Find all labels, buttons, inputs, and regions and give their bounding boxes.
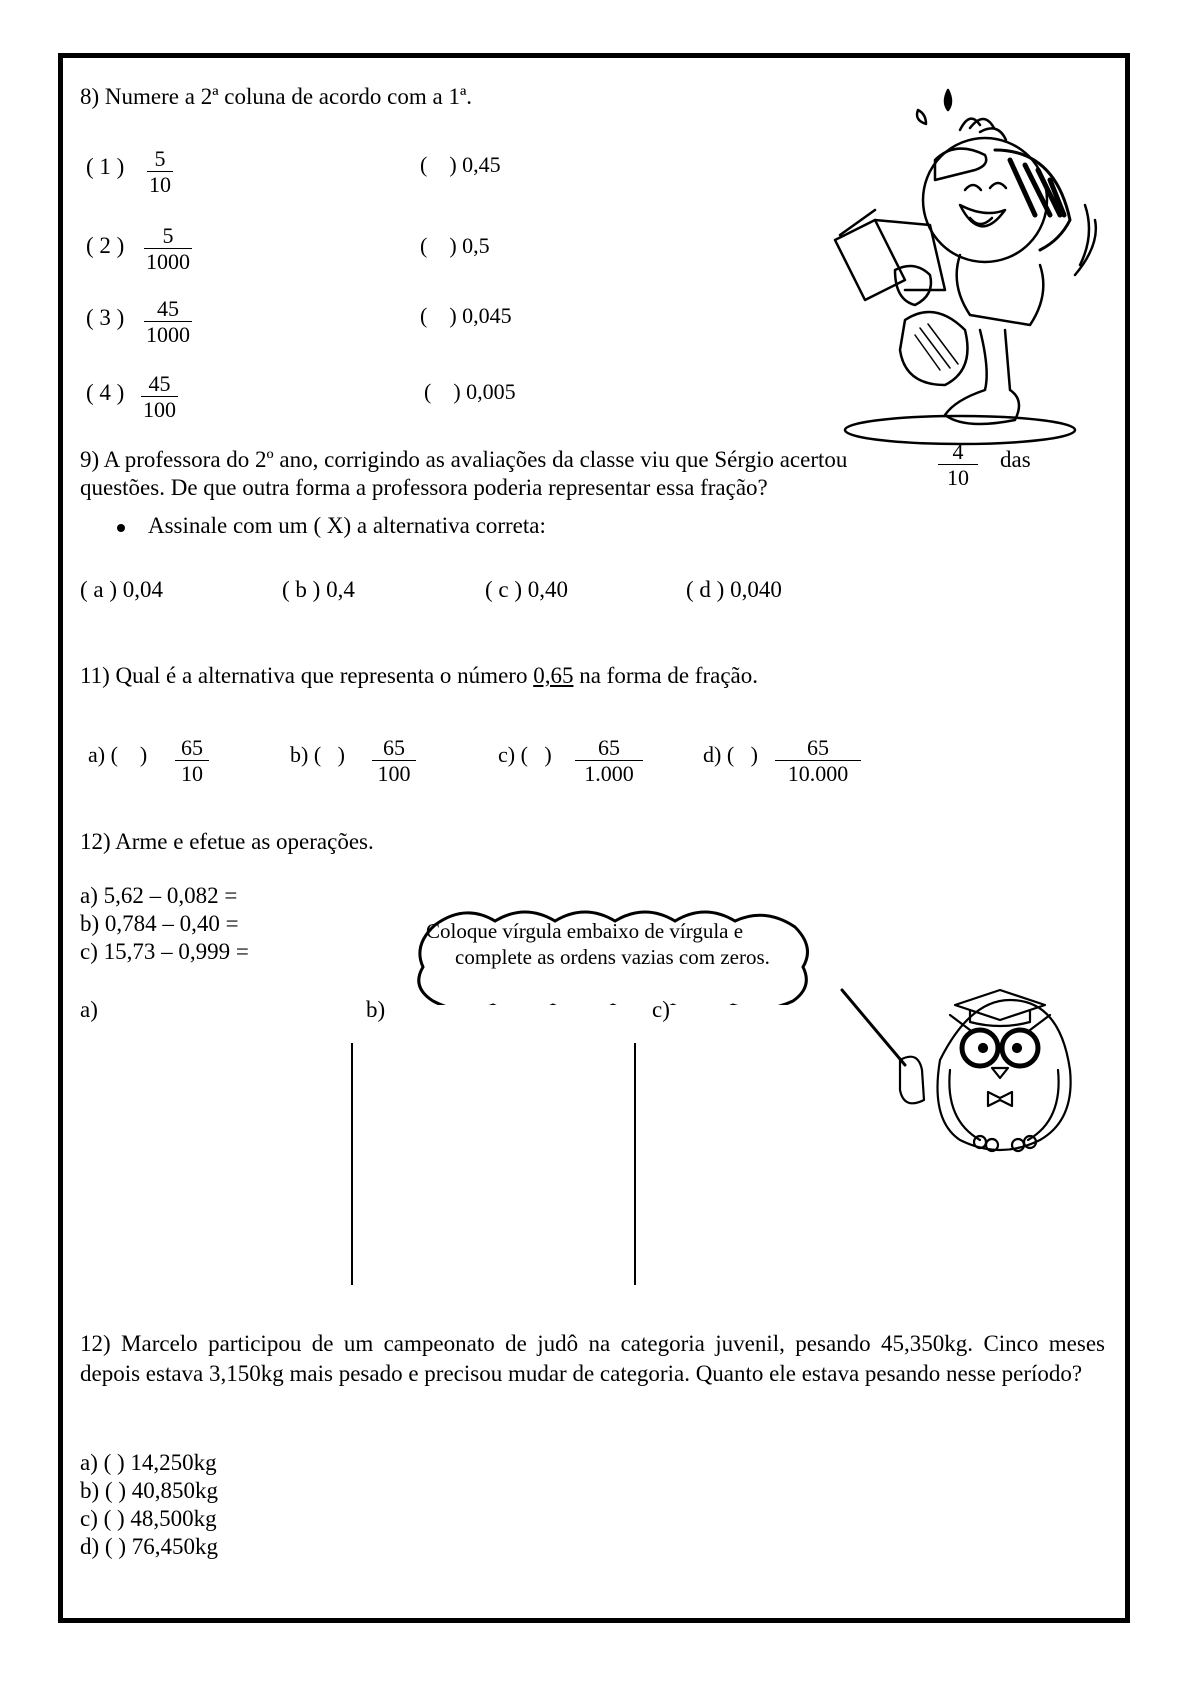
q8-answer-3[interactable] (420, 303, 512, 329)
q9-instruction: Assinale com um ( X) a alternativa correta: (148, 513, 546, 538)
q9-option-a[interactable]: ( a ) 0,04 (80, 577, 164, 602)
q11-option-a-fraction: 65 10 (175, 736, 209, 786)
q9-option-b[interactable]: ( b ) 0,4 (282, 577, 355, 602)
q8-answer-2-box[interactable]: ( ) (420, 233, 457, 258)
q8-item-4-label: ( 4 ) (86, 380, 125, 405)
q9-line1-end: das (1000, 447, 1031, 472)
q8-item-1-fraction: 5 10 (149, 146, 171, 197)
speech-bubble-line2: complete as ordens vazias com zeros. (455, 945, 770, 969)
work-area-a-label: a) (80, 997, 98, 1022)
q8-answer-3-value: 0,045 (462, 303, 512, 328)
q12a-operation-c: c) 15,73 – 0,999 = (80, 939, 249, 964)
q9-option-c[interactable]: ( c ) 0,40 (485, 577, 569, 602)
q8-answer-4[interactable] (424, 379, 516, 405)
q12a-title: 12) Arme e efetue as operações. (80, 829, 374, 854)
work-area-divider-1 (351, 1043, 353, 1285)
q11-option-b-fraction: 65 100 (372, 736, 416, 786)
q12b-option-c[interactable]: c) ( ) 48,500kg (80, 1506, 217, 1531)
q12b-question: 12) Marcelo participou de um campeonato de judô na categoria juvenil, pesando 45,350kg. Cinco meses depois estava 3,150kg mais pesado e precisou mudar de categoria. Quanto ele estava pesando nesse período? (80, 1331, 1105, 1386)
q12a-operation-b: b) 0,784 – 0,40 = (80, 911, 239, 936)
speech-bubble-line1: Coloque vírgula embaixo de vírgula e (426, 919, 744, 943)
work-area-divider-2 (634, 1043, 636, 1285)
q11-question: 11) Qual é a alternativa que representa o número 0,65 na forma de fração. (80, 663, 758, 688)
q11-option-a-label[interactable]: a) ( ) (88, 742, 148, 767)
q8-answer-2[interactable] (420, 233, 490, 259)
q8-item-1-label: ( 1 ) (86, 154, 125, 179)
q11-option-b-label[interactable]: b) ( ) (290, 742, 345, 767)
work-area-c-label: c) (652, 997, 670, 1022)
q11-option-c-label[interactable]: c) ( ) (498, 742, 552, 767)
q8-item-2-label: ( 2 ) (86, 233, 125, 258)
q11-option-d-fraction: 65 10.000 (775, 736, 861, 786)
q8-answer-4-value: 0,005 (466, 379, 516, 404)
work-area-b-label: b) (366, 997, 386, 1022)
q8-answer-3-box[interactable]: ( ) (420, 303, 457, 328)
q9-option-d[interactable]: ( d ) 0,040 (686, 577, 782, 602)
q11-option-c-fraction: 65 1.000 (575, 736, 643, 786)
q12a-operation-a: a) 5,62 – 0,082 = (80, 883, 238, 908)
q8-answer-2-value: 0,5 (462, 233, 490, 258)
q8-answer-1-box[interactable]: ( ) (420, 152, 457, 177)
q12b-option-a[interactable]: a) ( ) 14,250kg (80, 1450, 217, 1475)
q9-line1: 9) A professora do 2º ano, corrigindo as avaliações da classe viu que Sérgio acertou (80, 447, 848, 472)
q12b-option-b[interactable]: b) ( ) 40,850kg (80, 1478, 218, 1503)
q8-answer-1[interactable] (420, 152, 501, 178)
q8-item-3-fraction: 45 1000 (146, 296, 190, 347)
q9-fraction: 4 10 (938, 440, 978, 490)
q8-answer-1-value: 0,45 (462, 152, 501, 177)
q8-title: 8) Numere a 2ª coluna de acordo com a 1ª. (80, 84, 473, 109)
q9-line2: questões. De que outra forma a professora poderia representar essa fração? (80, 475, 768, 500)
q11-option-d-label[interactable]: d) ( ) (703, 742, 758, 767)
q8-item-3-label: ( 3 ) (86, 305, 125, 330)
q8-item-2-fraction: 5 1000 (146, 223, 190, 274)
q8-answer-4-box[interactable]: ( ) (424, 379, 461, 404)
q11-number: 0,65 (533, 663, 574, 688)
bullet-icon (117, 524, 125, 532)
owl-teacher-illustration (820, 920, 1120, 1160)
boy-reading-illustration (820, 70, 1120, 450)
q12b-option-d[interactable]: d) ( ) 76,450kg (80, 1534, 218, 1559)
q8-item-4-fraction: 45 100 (143, 371, 176, 422)
